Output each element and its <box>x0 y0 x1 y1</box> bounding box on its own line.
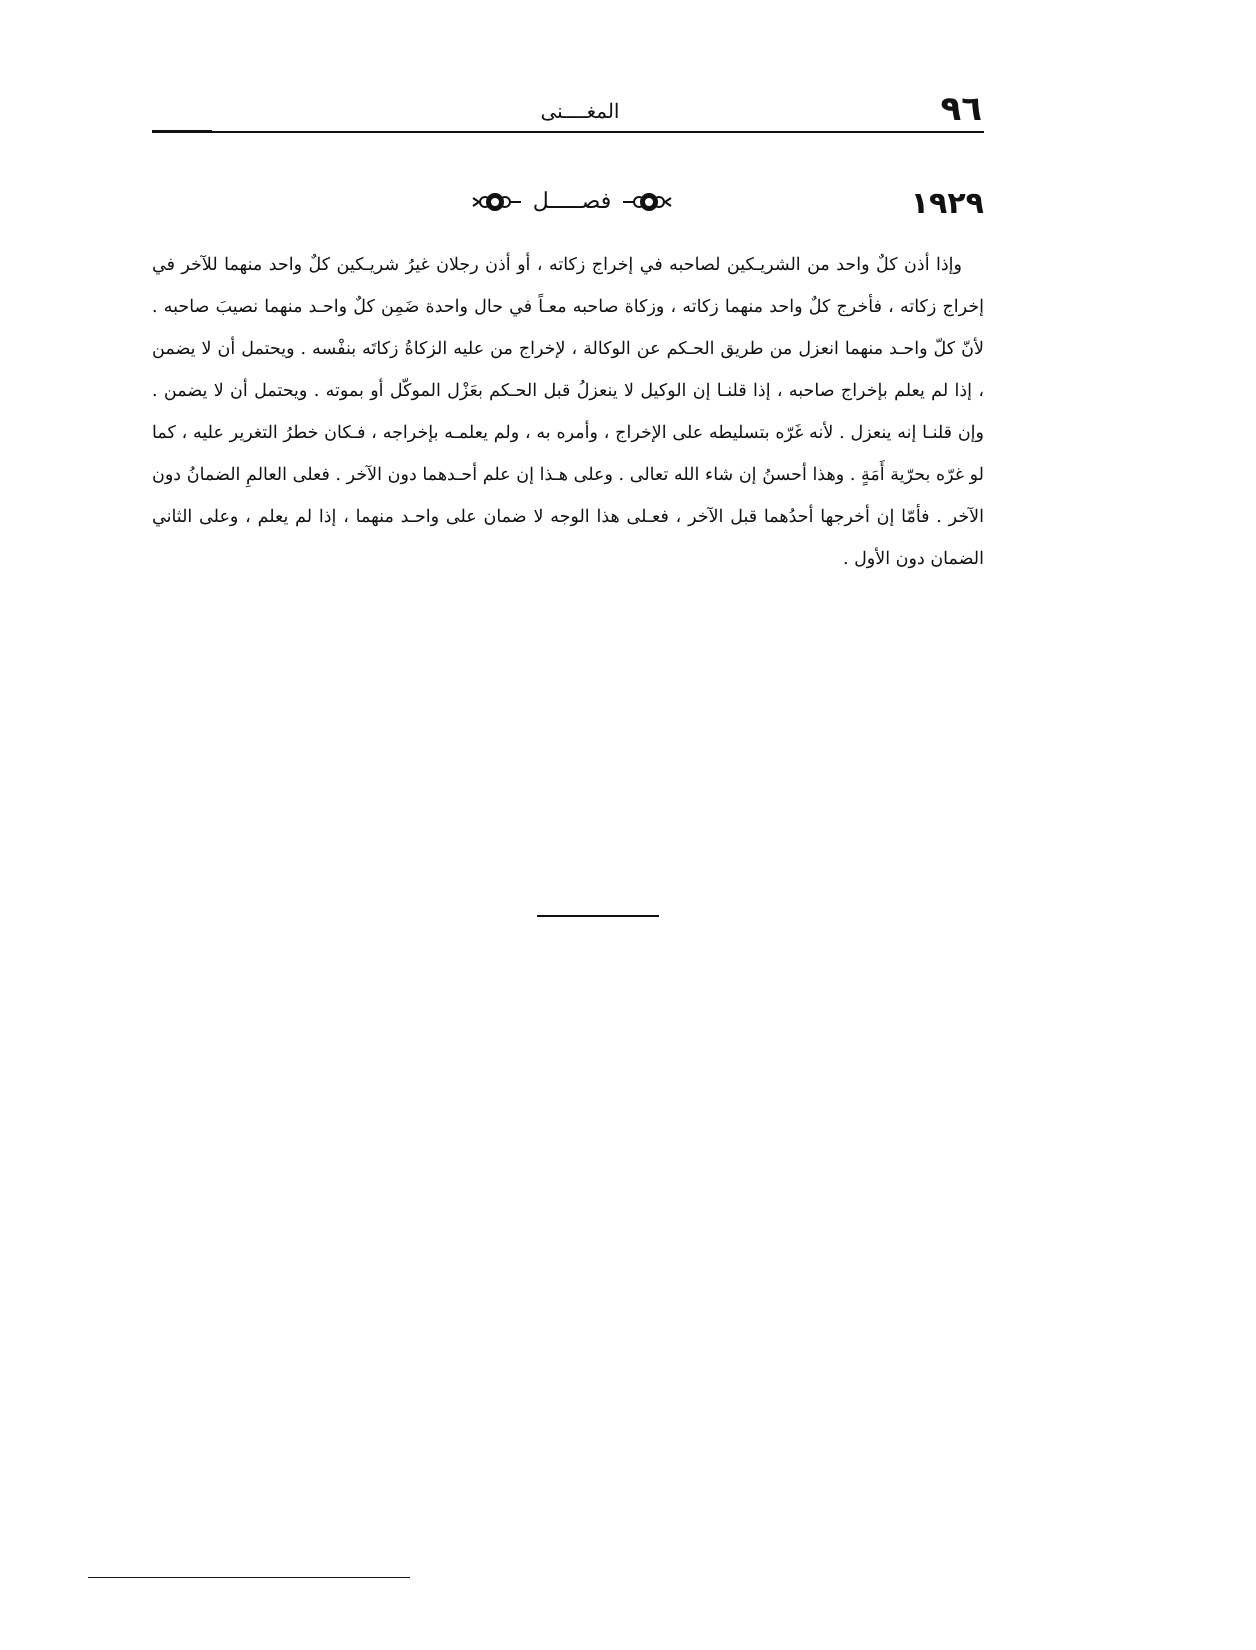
ornament-right-icon <box>621 189 673 215</box>
section-heading-row <box>152 180 984 228</box>
section-heading <box>452 184 692 220</box>
header-rule-end <box>152 130 212 133</box>
ornament-left-icon <box>471 189 523 215</box>
page-header <box>150 88 982 134</box>
section-number: ١٩٢٩ <box>910 186 984 221</box>
body-paragraph: وإذا أذن كلٌ واحد من الشريـكين لصاحبه في إخراج زكاته ، أو أذن رجلان غيرُ شريـكين كلٌ واحد منهما للآخر في إخراج زكاته ، فأخرج كلٌ واحد منهما زكاته ، وزكاة صاحبه معـاً في حال واحدة ضَمِن كلٌ واحـد منهما نصيبَ صاحبه . لأنّ كلّ واحـد منهما انعزل من طريق الحـكم عن الوكالة ، لإخراج من عليه الزكاةُ زكاتَه بنفْسه . ويحتمل أن لا يضمن ، إذا لم يعلم بإخراج صاحبه ، إذا قلنـا إن الوكيل لا ينعزلُ قبل الحـكم بعَزْل الموكّل أو بموته . ويحتمل أن لا يضمن . وإن قلنـا إنه ينعزل . لأنه غَرّه بتسليطه على الإخراج ، وأمره به ، ولم يعلمـه بإخراجه ، فـكان خطرُ التغرير عليه ، كما لو غرّه بحرّية أَمَةٍ . وهذا أحسنُ إن شاء الله تعالى . وعلى هـذا إن علم أحـدهما دون الآخر . فعلى العالمِ الضمانُ دون الآخر . فأمّا إن أخرجها أحدُهما قبل الآخر ، فعـلى هذا الوجه لا ضمان على واحـد منهما ، إذا لم يعلم ، وعلى الثاني الضمان دون الأول . <box>152 255 984 569</box>
body-text <box>152 244 984 580</box>
end-of-text-rule <box>537 915 659 917</box>
running-title: المغــــنى <box>540 99 620 123</box>
header-rule <box>152 131 984 133</box>
section-title: فصـــــل <box>532 189 612 214</box>
page-number: ٩٦ <box>940 89 982 129</box>
footnote-rule <box>88 1577 410 1578</box>
